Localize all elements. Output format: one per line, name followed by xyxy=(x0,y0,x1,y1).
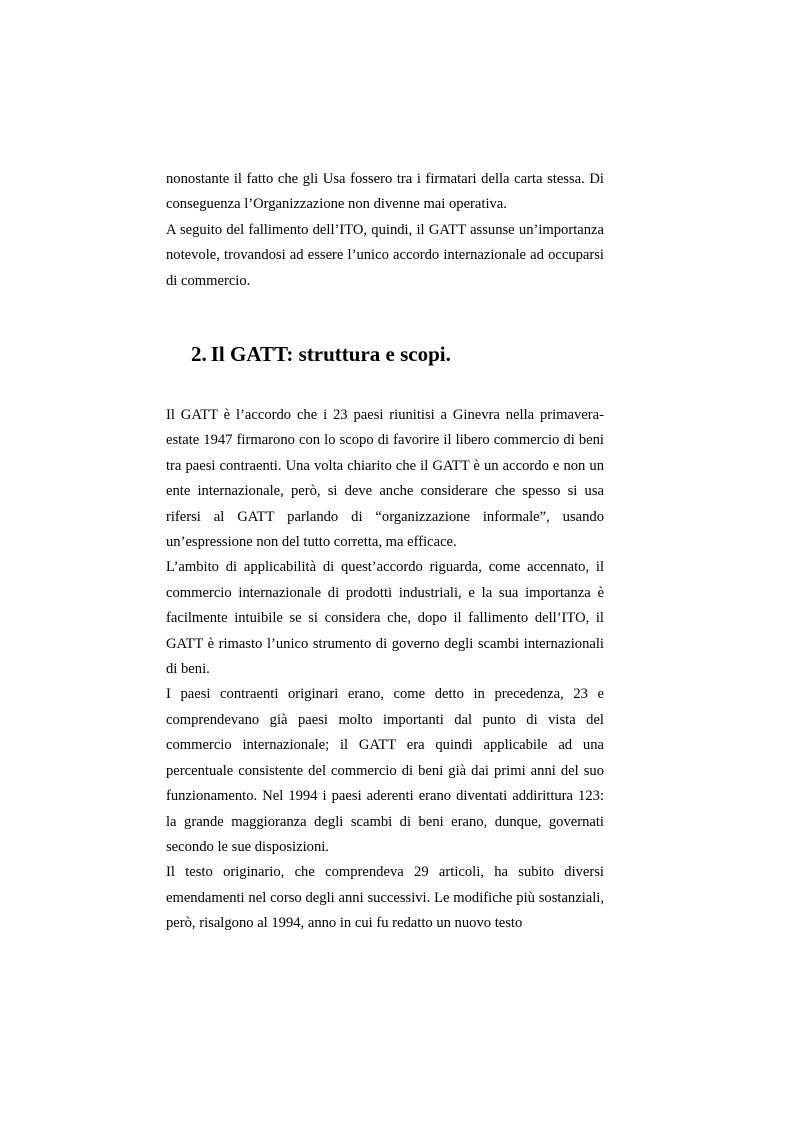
paragraph-continuation: nonostante il fatto che gli Usa fossero tra i firmatari della carta stessa. Di conseguenza l’Organizzazione non divenne mai operativa. xyxy=(166,171,604,213)
section-heading xyxy=(191,339,451,369)
paragraph-contracting-parties: I paesi contraenti originari erano, come detto in precedenza, 23 e comprendevano già paesi molto importanti dal punto di vista del commercio internazionale; il GATT era quindi applicabile ad una percentuale consistente del commercio di beni già dai primi anni del suo funzionamento. Nel 1994 i paesi aderenti erano diventati addirittura 123: la grande maggioranza degli scambi di beni erano, dunque, governati secondo le sue disposizioni. xyxy=(166,686,604,855)
section-body xyxy=(166,403,604,937)
paragraph-ito-failure: A seguito del fallimento dell’ITO, quindi, il GATT assunse un’importanza notevole, trovandosi ad essere l’unico accordo internazionale ad occuparsi di commercio. xyxy=(166,221,604,289)
intro-text-block xyxy=(166,167,604,294)
section-title: Il GATT: struttura e scopi. xyxy=(210,342,451,366)
paragraph-applicability: L’ambito di applicabilità di quest’accordo riguarda, come accennato, il commercio internazionale di prodotti industriali, e la sua importanza è facilmente intuibile se si considera che, dopo il fallimento dell’ITO, il GATT è rimasto l’unico strumento di governo degli scambi internazionali di beni. xyxy=(166,559,604,678)
paragraph-gatt-definition: Il GATT è l’accordo che i 23 paesi riunitisi a Ginevra nella primavera-estate 1947 firmarono con lo scopo di favorire il libero commercio di beni tra paesi contraenti. Una volta chiarito che il GATT è un accordo e non un ente internazionale, però, si deve anche considerare che spesso si usa rifersi al GATT parlando di “organizzazione informale”, usando un’espressione non del tutto corretta, ma efficace. xyxy=(166,407,604,551)
paragraph-original-text: Il testo originario, che comprendeva 29 articoli, ha subito diversi emendamenti nel corso degli anni successivi. Le modifiche più sostanziali, però, risalgono al 1994, anno in cui fu redatto un nuovo testo xyxy=(166,864,604,932)
section-number: 2. xyxy=(191,342,207,366)
